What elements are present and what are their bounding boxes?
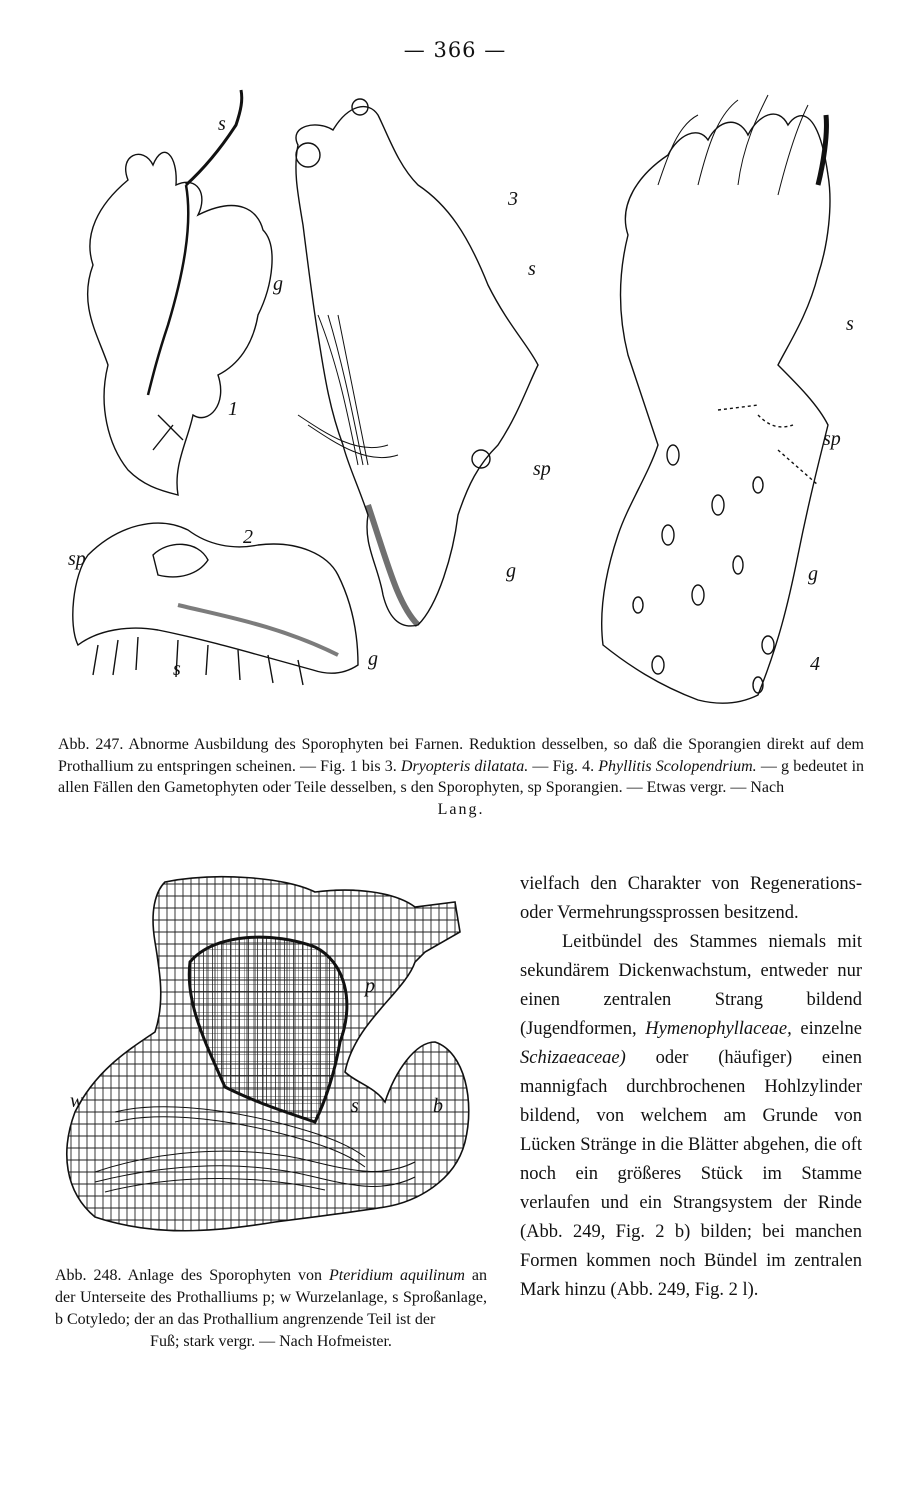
fig3-label-s: s: [528, 258, 536, 280]
fig4-label-s: s: [846, 313, 854, 335]
fig2-label-g: g: [368, 648, 378, 670]
fig1-number: 1: [228, 398, 238, 420]
body-text: [520, 870, 862, 1305]
fig1-label-g: g: [273, 273, 283, 295]
caption-author: Lang.: [437, 800, 485, 818]
fig3-number: 3: [508, 188, 518, 210]
fig2-label-sp: sp: [68, 548, 86, 570]
fig1-label-s: s: [218, 113, 226, 135]
fig3-label-sp: sp: [533, 458, 551, 480]
fig4-label-g: g: [808, 563, 818, 585]
fig4-label-sp: sp: [823, 428, 841, 450]
fig2-number: 2: [243, 526, 253, 548]
figure-247-illustration: [58, 85, 878, 725]
fig4-number: 4: [810, 653, 820, 675]
figure-248-illustration: [55, 872, 495, 1242]
fig248-label-p: p: [365, 975, 375, 997]
fig3-label-g: g: [506, 560, 516, 582]
paragraph: vielfach den Charakter von Regenerations- oder Vermehrungssprossen besitzend.: [520, 874, 862, 923]
paragraph: Leitbündel des Stammes niemals mit sekundärem Dickenwachstum, entweder nur einen zentralen Strang bildend (Jugendformen, Hymenophyllaceae, einzelne Schizaeaceae) oder (häufiger) einen mannigfach durchbrochenen Hohlzylinder bildend, von welchem am Grunde von Lücken Stränge in die Blätter abgehen, die oft noch ein größeres Stück im Stamme verlaufen und ein Strangsystem der Rinde (Abb. 249, Fig. 2 b) bilden; bei manchen Formen kommen noch Bündel im zentralen Mark hinzu (Abb. 249, Fig. 2 l).: [520, 932, 862, 1300]
caption-author: Fuß; stark vergr. — Nach Hofmeister.: [150, 1333, 392, 1350]
fig2-label-s: s: [173, 658, 181, 680]
fig248-label-s: s: [351, 1095, 359, 1117]
figure-248-caption: Abb. 248. Anlage des Sporophyten von Pteridium aquilinum an der Unterseite des Prothalliums p; w Wurzelanlage, s Sproßanlage, b Cotyledo; der an das Prothallium angrenzende Teil ist der Fuß; stark vergr. — Nach Hofmeister.: [55, 1265, 487, 1353]
page-number: — 366 —: [403, 38, 507, 62]
fig248-label-w: w: [70, 1090, 84, 1112]
figure-247-caption: Abb. 247. Abnorme Ausbildung des Sporophyten bei Farnen. Reduktion desselben, so daß die Sporangien direkt auf dem Prothallium zu entspringen scheinen. — Fig. 1 bis 3. Dryopteris dilatata. — Fig. 4. Phyllitis Scolopendrium. — g bedeutet in allen Fällen den Gametophyten oder Teile desselben, s den Sporophyten, sp Sporangien. — Etwas vergr. — Nach Lang.: [58, 734, 864, 820]
fig248-label-b: b: [433, 1095, 443, 1117]
